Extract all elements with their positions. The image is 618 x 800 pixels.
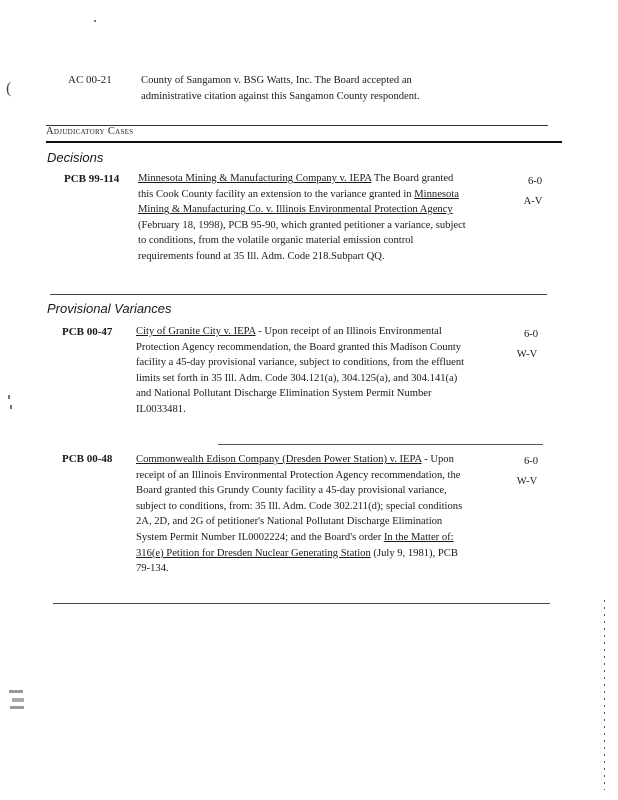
scan-speck <box>10 706 24 709</box>
scan-speck <box>12 698 24 702</box>
vote-count: 6-0 <box>523 456 539 467</box>
case-description <box>138 171 466 265</box>
vote-type: W-V <box>516 349 538 360</box>
case-description <box>136 452 466 577</box>
scan-speck <box>8 395 10 399</box>
ac-docket: AC 00-21 <box>68 74 112 86</box>
section-heading-decisions: Decisions <box>47 150 104 165</box>
case-text: - Upon receipt of an Illinois Environmental Protection Agency recommendation, the Board granted this Madison County facility a 45-day provisional variance, subject to conditions, from the effluent limits set forth in 35 Ill. Adm. Code 304.121(a), 304.125(a), and 304.141(a) and National Pollutant Discharge Elimination System Permit Number IL0033481. <box>136 326 465 415</box>
page-title: Adjudicatory Cases <box>46 126 134 137</box>
case-description <box>136 324 466 418</box>
vote-type: A-V <box>523 196 543 207</box>
case-rule <box>218 444 543 445</box>
case-docket: PCB 00-48 <box>62 453 113 465</box>
vote-count: 6-0 <box>523 329 539 340</box>
case-name: Minnesota Mining & Manufacturing Company v. IEPA <box>138 173 372 184</box>
margin-mark: ( <box>6 80 12 97</box>
case-text: (July 9, 1981), PCB 79-134. <box>136 547 458 575</box>
case-docket: PCB 00-47 <box>62 326 113 338</box>
section-heading-provisional: Provisional Variances <box>47 301 172 316</box>
scan-speck <box>94 20 96 22</box>
case-name: Commonwealth Edison Company (Dresden Power Station) v. IEPA <box>136 454 422 465</box>
case-docket: PCB 99-114 <box>64 173 120 185</box>
scan-speck <box>10 405 12 409</box>
ac-description <box>141 73 471 104</box>
vote-count: 6-0 <box>527 176 543 187</box>
case-name: City of Granite City v. IEPA <box>136 326 256 337</box>
ac-description-text: The Board accepted an administrative citation against this Sangamon County respondent. <box>141 75 420 102</box>
case-reference: In the Matter of: 316(e) Petition for Dresden Nuclear Generating Station <box>136 531 454 559</box>
case-text: The Board granted this Cook County facility an extension to the variance granted in <box>138 173 454 200</box>
vote-type: W-V <box>516 476 538 487</box>
right-edge-dots <box>604 600 605 790</box>
ac-case-name: County of Sangamon v. BSG Watts, Inc. <box>141 75 312 86</box>
header-rule <box>46 141 562 143</box>
section-rule <box>53 603 550 604</box>
case-text: - Upon receipt of an Illinois Environmental Protection Agency recommendation, the Board granted this Grundy County facility a 45-day provisional variance, subject to conditions, from: 35 Ill. Adm. Code 302.211(d); special conditions 2A, 2D, and 2G of petitioner's National Pollutant Discharge Elimination System Permit Number IL0002224; and the Board's order <box>136 454 463 543</box>
case-reference: Minnesota Mining & Manufacturing Co. v. Illinois Environmental Protection Agency <box>138 188 459 216</box>
case-text: (February 18, 1998), PCB 95-90, which granted petitioner a variance, subject to conditions, from the volatile organic material emission control requirements found at 35 Ill. Adm. Code 218.Subpart QQ. <box>138 219 466 262</box>
section-rule <box>50 294 547 295</box>
scan-speck <box>9 690 23 693</box>
